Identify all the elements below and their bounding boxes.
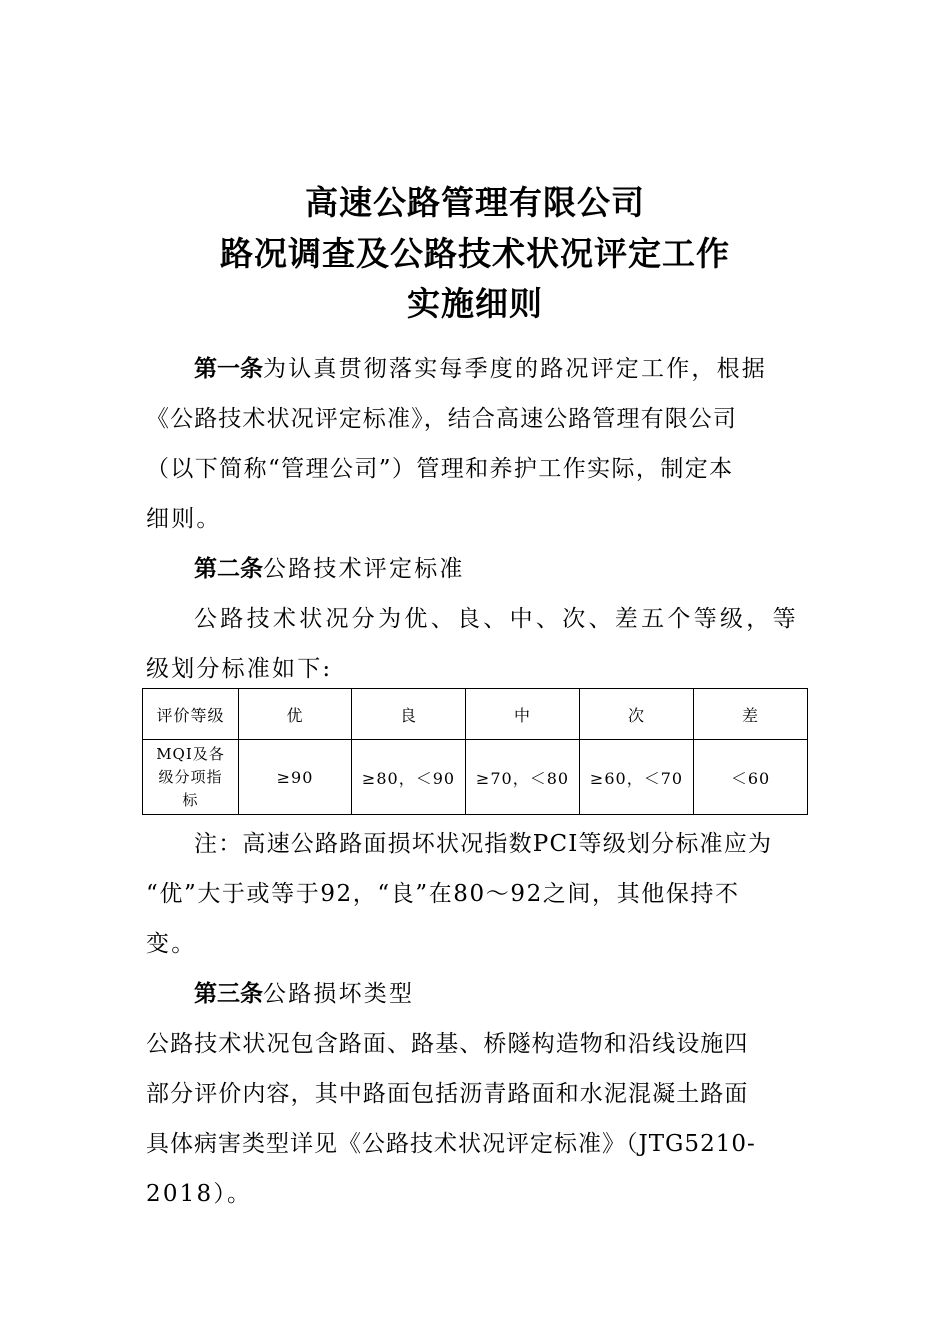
header-cell-good: 良 (352, 689, 466, 740)
note-line-2: “优”大于或等于92，“良”在80～92之间，其他保持不 (146, 881, 740, 907)
table-value-row (143, 740, 808, 815)
article3-line-3: 具体病害类型详见《公路技术状况评定标准》（JTG5210- (146, 1131, 756, 1157)
row-label-line-1: MQI及各 (156, 744, 225, 763)
article3-heading: 第三条 (194, 981, 263, 1007)
title-line-3: 实施细则 (407, 284, 543, 323)
article1-line-2: 《公路技术状况评定标准》，结合高速公路管理有限公司 (146, 406, 737, 432)
value-cell-poor: ＜60 (694, 740, 808, 815)
header-cell-poor: 差 (694, 689, 808, 740)
note-line-3: 变。 (146, 931, 197, 957)
article2-line-1: 公路技术状况分为优、良、中、次、差五个等级，等 (194, 606, 799, 632)
header-cell-grade: 评价等级 (143, 689, 239, 740)
header-cell-medium: 中 (466, 689, 580, 740)
value-cell-medium: ≥70，＜80 (466, 740, 580, 815)
title-line-2: 路况调查及公路技术状况评定工作 (220, 234, 730, 273)
article1-line-4: 细则。 (146, 506, 222, 532)
grade-table (142, 688, 808, 815)
article1-line-3: （以下简称“管理公司”）管理和养护工作实际，制定本 (146, 456, 734, 482)
article3-line-1: 公路技术状况包含路面、路基、桥隧构造物和沿线设施四 (146, 1031, 749, 1057)
article2-heading-text: 公路技术评定标准 (263, 556, 465, 582)
value-cell-good: ≥80，＜90 (352, 740, 466, 815)
article2-heading: 第二条 (194, 556, 263, 582)
table-header-row (143, 689, 808, 740)
article3-heading-line (146, 978, 806, 1010)
article2-heading-line (146, 553, 806, 585)
article3-line-4: 2018）。 (146, 1181, 253, 1207)
article1-heading: 第一条 (194, 356, 263, 382)
article1-line-1 (146, 353, 806, 385)
value-cell-excellent: ≥90 (239, 740, 352, 815)
row-label-line-2: 级分项指 (158, 767, 223, 786)
row-label-cell (143, 740, 239, 815)
note-line-1: 注：高速公路路面损坏状况指数PCI等级划分标准应为 (194, 831, 773, 857)
header-cell-excellent: 优 (239, 689, 352, 740)
title-line-1: 高速公路管理有限公司 (305, 183, 645, 222)
article3-heading-text: 公路损坏类型 (263, 981, 415, 1007)
value-cell-fair: ≥60，＜70 (580, 740, 694, 815)
article3-line-2: 部分评价内容，其中路面包括沥青路面和水泥混凝土路面 (146, 1081, 749, 1107)
header-cell-fair: 次 (580, 689, 694, 740)
article1-text-1: 为认真贯彻落实每季度的路况评定工作，根据 (263, 356, 767, 382)
article2-line-2: 级划分标准如下: (146, 656, 333, 682)
row-label-line-3: 标 (182, 790, 199, 809)
